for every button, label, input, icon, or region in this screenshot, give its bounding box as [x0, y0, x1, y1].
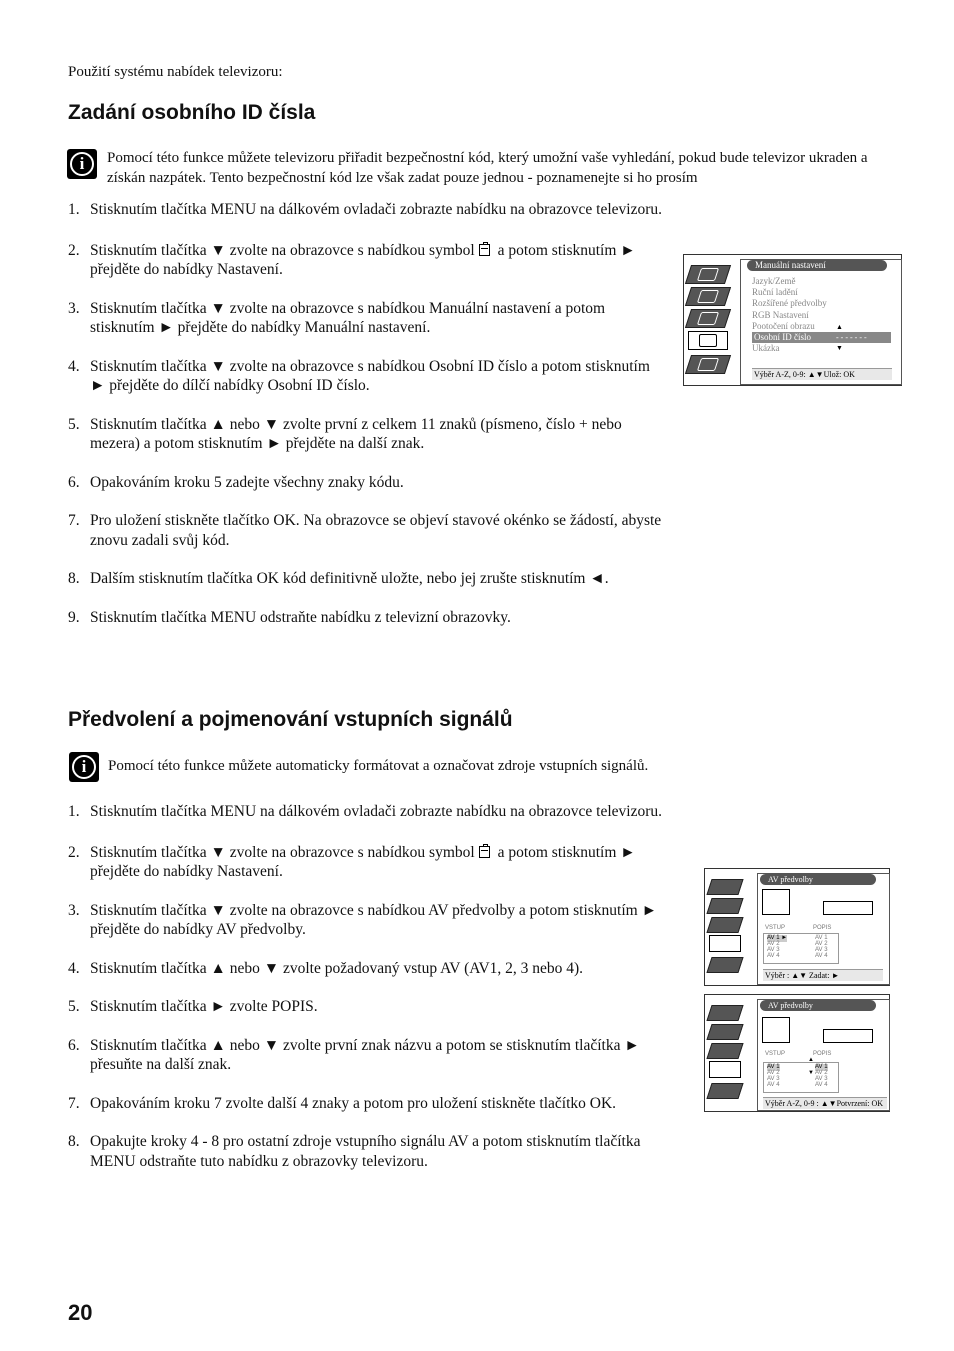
step-text: Pro uložení stiskněte tlačítko OK. Na obrazovce se objeví stavové okénko se žádostí, abyste znovu zadali svůj kód. [90, 512, 662, 549]
section1-steps [68, 200, 668, 627]
picture-tab-icon [685, 265, 731, 284]
av-label-item: AV 1 [815, 935, 828, 941]
step-number: 7. [68, 512, 80, 529]
av-label-item: AV 2 [815, 1070, 828, 1076]
step-item [68, 843, 688, 882]
step-text: Stisknutím tlačítka ▼ zvolte na obrazovce s nabídkou AV předvolby a potom stisknutím ► přejděte do nabídky AV předvolby. [90, 901, 657, 938]
down-arrow-icon: ▼ [808, 1070, 814, 1076]
step-item [68, 901, 688, 940]
step-text: Opakováním kroku 7 zvolte další 4 znaky a potom pro uložení stiskněte tlačítko OK. [90, 1094, 617, 1112]
section1-title: Zadání osobního ID čísla [68, 101, 316, 124]
step-text: Opakujte kroky 4 - 8 pro ostatní zdroje vstupního signálu AV a potom stisknutím tlačítka MENU odstraňte tuto nabídku z obrazovky televizoru. [90, 1133, 641, 1170]
av-label-item: AV 3 [815, 947, 828, 953]
menu-footer: Výběr A-Z, 0-9: ▲▼Ulož: OK [752, 368, 892, 380]
av-connectors-icon [823, 901, 873, 915]
sound-tab-icon [685, 287, 731, 306]
picture-tab-icon [706, 879, 743, 895]
step-number: 3. [68, 901, 80, 919]
section2-steps [68, 802, 688, 1171]
menu-footer: Výběr A-Z, 0-9 : ▲▼Potvrzení: OK [763, 1097, 887, 1109]
menu-item: Osobní ID číslo [752, 332, 834, 343]
step-text: a potom stisknutím ► přejděte do nabídky Nastavení. [90, 843, 636, 880]
info-icon: i [69, 752, 99, 782]
step-number: 4. [68, 357, 80, 375]
av-label-item: AV 4 [815, 953, 828, 959]
up-arrow-icon: ▲ [808, 1057, 814, 1063]
setup-tab-icon [709, 935, 741, 952]
step-item [68, 473, 668, 493]
id-code-field: - - - - - - - [834, 332, 891, 343]
page-number: 20 [68, 1300, 93, 1325]
down-arrow-icon: ▼ [836, 344, 843, 352]
info-tab-icon [685, 355, 731, 374]
step-number: 9. [68, 608, 80, 626]
step-item [68, 569, 668, 589]
av-label-item: AV 1 [815, 1064, 828, 1070]
step-text: Stisknutím tlačítka MENU odstraňte nabídku z televizní obrazovky. [90, 608, 511, 626]
step-text: Stisknutím tlačítka ▲ nebo ▼ zvolte požadovaný vstup AV (AV1, 2, 3 nebo 4). [90, 959, 584, 977]
info-tab-icon [706, 957, 743, 973]
step-number: 8. [68, 1133, 80, 1150]
step-item [68, 608, 668, 628]
step-number: 5. [68, 415, 80, 433]
step-number: 3. [68, 299, 80, 317]
step-item [68, 241, 668, 280]
av-input-item: AV 2 [767, 1070, 780, 1076]
info-tab-icon [706, 1083, 743, 1099]
step-text: Stisknutím tlačítka ▲ nebo ▼ zvolte první znak názvu a potom se stisknutím tlačítka ► přesuňte na další znak. [90, 1036, 640, 1073]
step-number: 6. [68, 473, 80, 491]
menu-footer: Výběr : ▲▼ Zadat: ► [763, 969, 883, 981]
av-input-item: AV 3 [767, 947, 780, 953]
step-text: Stisknutím tlačítka ▼ zvolte na obrazovce s nabídkou symbol [90, 241, 475, 259]
page-header: Použití systému nabídek televizoru: [68, 64, 283, 80]
step-text: Stisknutím tlačítka ▲ nebo ▼ zvolte první z celkem 11 znaků (písmeno, číslo + nebo mezera) a potom stisknutím ► přejděte na další znak. [90, 415, 622, 452]
step-item [68, 200, 668, 220]
step-item [68, 357, 668, 396]
menu-item: Ruční ladění [752, 287, 798, 298]
step-number: 6. [68, 1036, 80, 1054]
step-text: Stisknutím tlačítka ▼ zvolte na obrazovce s nabídkou Osobní ID číslo a potom stisknutím ► přejděte do dílčí nabídky Osobní ID číslo. [90, 357, 650, 394]
av-input-item: AV 4 [767, 953, 780, 959]
av-input-item: AV 4 [767, 1082, 780, 1088]
menu-title: AV předvolby [760, 874, 876, 885]
step-item [68, 802, 688, 822]
step-number: 1. [68, 201, 80, 218]
step-item [68, 959, 688, 979]
step-item [68, 299, 668, 338]
step-item [68, 511, 668, 550]
features-tab-icon [706, 917, 743, 933]
av-input-icon [762, 889, 790, 915]
av-label-item: AV 4 [815, 1082, 828, 1088]
up-arrow-icon: ▲ [836, 323, 843, 331]
av-label-item: AV 2 [815, 941, 828, 947]
step-text: a potom stisknutím ► přejděte do nabídky Nastavení. [90, 241, 636, 278]
step-text: Stisknutím tlačítka MENU na dálkovém ovladači zobrazte nabídku na obrazovce televizoru. [90, 803, 663, 820]
menu-item: Jazyk/Země [752, 276, 796, 286]
col-popis: POPIS [813, 1051, 832, 1057]
av-input-item: AV 1 ► [767, 935, 788, 941]
step-number: 4. [68, 959, 80, 977]
tv-screen-av-presets-a [704, 868, 890, 986]
menu-title: Manuální nastavení [747, 260, 887, 271]
step-text: Stisknutím tlačítka MENU na dálkovém ovladači zobrazte nabídku na obrazovce televizoru. [90, 201, 663, 218]
menu-item: Pootočení obrazu [752, 320, 815, 331]
step-text: Dalším stisknutím tlačítka OK kód definitivně uložte, nebo jej zrušte stisknutím ◄. [90, 570, 609, 587]
step-text: Stisknutím tlačítka ► zvolte POPIS. [90, 998, 318, 1015]
step-item [68, 1094, 688, 1114]
step-number: 2. [68, 241, 80, 259]
col-vstup: VSTUP [765, 1051, 786, 1057]
av-input-item: AV 2 [767, 941, 780, 947]
step-text: Stisknutím tlačítka ▼ zvolte na obrazovce s nabídkou symbol [90, 843, 475, 861]
step-number: 5. [68, 998, 80, 1015]
sound-tab-icon [706, 1024, 743, 1040]
col-popis: POPIS [813, 925, 832, 931]
av-input-item: AV 3 [767, 1076, 780, 1082]
av-label-item: AV 3 [815, 1076, 828, 1082]
menu-title: AV předvolby [760, 1000, 876, 1011]
step-item [68, 1036, 688, 1075]
tv-screen-av-presets-b [704, 994, 890, 1112]
setup-tab-icon [709, 1061, 741, 1078]
section2-title: Předvolení a pojmenování vstupních signálů [68, 708, 513, 731]
step-number: 1. [68, 803, 80, 820]
step-number: 2. [68, 843, 80, 861]
menu-item: Ukázka [752, 343, 780, 354]
step-text: Opakováním kroku 5 zadejte všechny znaky kódu. [90, 473, 404, 491]
info-icon: i [67, 149, 97, 179]
setup-tab-icon [688, 331, 728, 350]
step-item [68, 1132, 688, 1171]
setup-symbol-icon [479, 244, 490, 256]
section2-info: Pomocí této funkce můžete automaticky formátovat a označovat zdroje vstupních signálů. [108, 758, 649, 774]
features-tab-icon [685, 309, 731, 328]
av-input-icon [762, 1017, 790, 1043]
picture-tab-icon [706, 1005, 743, 1021]
step-item [68, 415, 668, 454]
features-tab-icon [706, 1043, 743, 1059]
step-item [68, 997, 688, 1017]
setup-symbol-icon [479, 846, 490, 858]
menu-item: Rozšířené předvolby [752, 298, 827, 309]
col-vstup: VSTUP [765, 925, 786, 931]
step-number: 7. [68, 1094, 80, 1112]
sound-tab-icon [706, 898, 743, 914]
av-input-item: AV 1 [767, 1064, 780, 1070]
section1-info: Pomocí této funkce můžete televizoru přiřadit bezpečnostní kód, který umožní vaše vyhledání, pokud bude televizor ukraden a získán nazpátek. Tento bezpečnostní kód lze však zadat pouze jednou - poznamenejte si ho prosím [107, 150, 868, 186]
step-number: 8. [68, 570, 80, 587]
tv-screen-manual-settings [683, 254, 902, 386]
av-connectors-icon [823, 1029, 873, 1043]
step-text: Stisknutím tlačítka ▼ zvolte na obrazovce s nabídkou Manuální nastavení a potom stisknutím ► přejděte do nabídky Manuální nastavení. [90, 299, 606, 336]
menu-item: RGB Nastavení [752, 309, 809, 320]
